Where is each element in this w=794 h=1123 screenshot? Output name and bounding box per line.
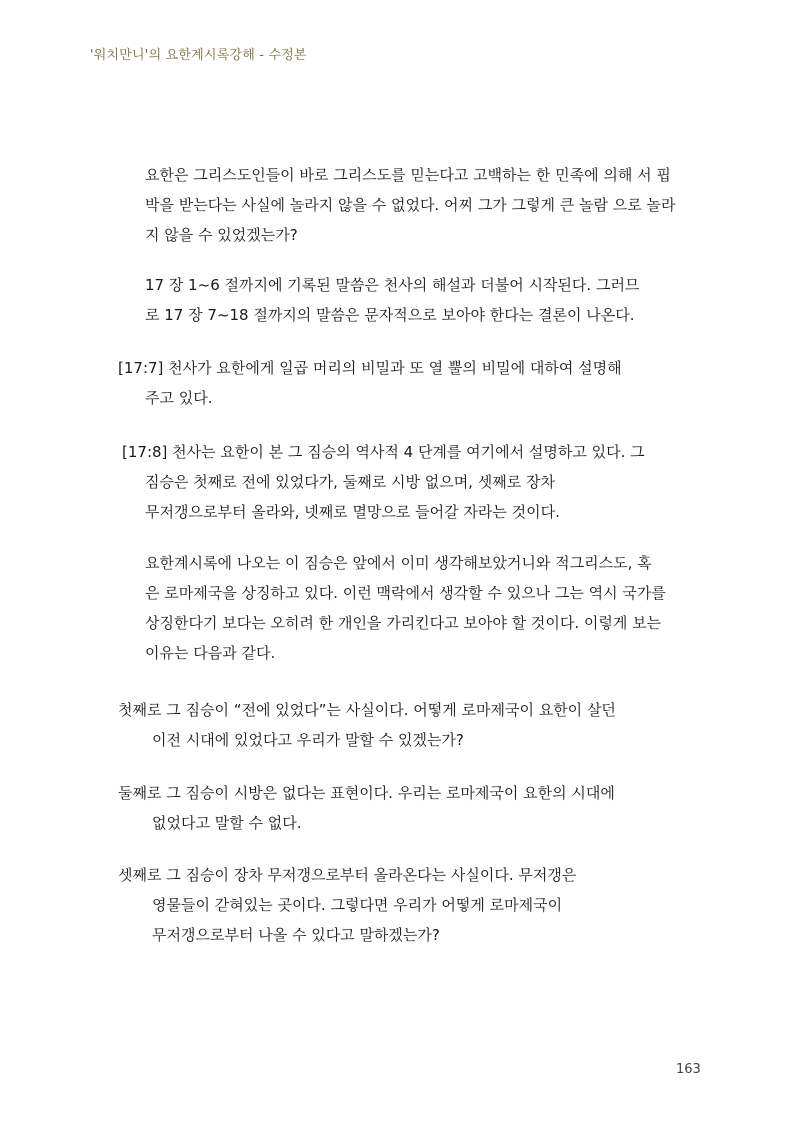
paragraph-line: 지 않을 수 있었겠는가? — [145, 226, 298, 244]
paragraph-6 — [118, 695, 616, 755]
paragraph-line: 둘째로 그 짐승이 시방은 없다는 표현이다. 우리는 로마제국이 요한의 시대에 — [118, 784, 615, 802]
paragraph-line: 요한계시록에 나오는 이 짐승은 앞에서 이미 생각해보았거니와 적그리스도, 혹 — [145, 554, 652, 572]
paragraph-line: 주고 있다. — [145, 389, 213, 407]
paragraph-4 — [122, 437, 645, 527]
paragraph-line: 셋째로 그 짐승이 장차 무저갱으로부터 올라온다는 사실이다. 무저갱은 — [118, 866, 577, 884]
paragraph-line: 이전 시대에 있었다고 우리가 말할 수 있겠는가? — [152, 731, 464, 749]
paragraph-line: 17 장 1~6 절까지에 기록된 말씀은 천사의 해설과 더불어 시작된다. 그러므 — [145, 276, 640, 294]
running-header: '워치만니'의 요한계시록강해 - 수정본 — [90, 48, 307, 63]
paragraph-line: 영물들이 갇혀있는 곳이다. 그렇다면 우리가 어떻게 로마제국이 — [152, 896, 563, 914]
paragraph-line: [17:8] 천사는 요한이 본 그 짐승의 역사적 4 단계를 여기에서 설명하고 있다. 그 — [122, 443, 645, 461]
paragraph-line: 요한은 그리스도인들이 바로 그리스도를 믿는다고 고백하는 한 민족에 의해 서 핍 — [145, 166, 671, 184]
paragraph-5 — [145, 548, 666, 668]
paragraph-3 — [118, 353, 622, 413]
paragraph-8 — [118, 860, 576, 950]
paragraph-line: 상징한다기 보다는 오히려 한 개인을 가리킨다고 보아야 할 것이다. 이렇게 보는 — [145, 614, 662, 632]
paragraph-7 — [118, 778, 615, 838]
paragraph-1 — [145, 160, 675, 250]
paragraph-line: [17:7] 천사가 요한에게 일곱 머리의 비밀과 또 열 뿔의 비밀에 대하여 설명해 — [118, 359, 622, 377]
paragraph-line: 무저갱으로부터 올라와, 넷째로 멸망으로 들어갈 자라는 것이다. — [145, 503, 560, 521]
paragraph-line: 로 17 장 7~18 절까지의 말씀은 문자적으로 보아야 한다는 결론이 나온다. — [145, 306, 635, 324]
paragraph-line: 짐승은 첫째로 전에 있었다가, 둘째로 시방 없으며, 셋째로 장차 — [145, 473, 555, 491]
paragraph-2 — [145, 270, 639, 330]
paragraph-line: 무저갱으로부터 나올 수 있다고 말하겠는가? — [152, 926, 440, 944]
paragraph-line: 박을 받는다는 사실에 놀라지 않을 수 없었다. 어찌 그가 그렇게 큰 놀람 으로 놀라 — [145, 196, 676, 214]
paragraph-line: 은 로마제국을 상징하고 있다. 이런 맥락에서 생각할 수 있으나 그는 역시 국가를 — [145, 584, 666, 602]
paragraph-line: 없었다고 말할 수 없다. — [152, 814, 302, 832]
paragraph-line: 첫째로 그 짐승이 “전에 있었다”는 사실이다. 어떻게 로마제국이 요한이 살던 — [118, 701, 616, 719]
paragraph-line: 이유는 다음과 같다. — [145, 644, 276, 662]
page-number: 163 — [676, 1062, 701, 1077]
